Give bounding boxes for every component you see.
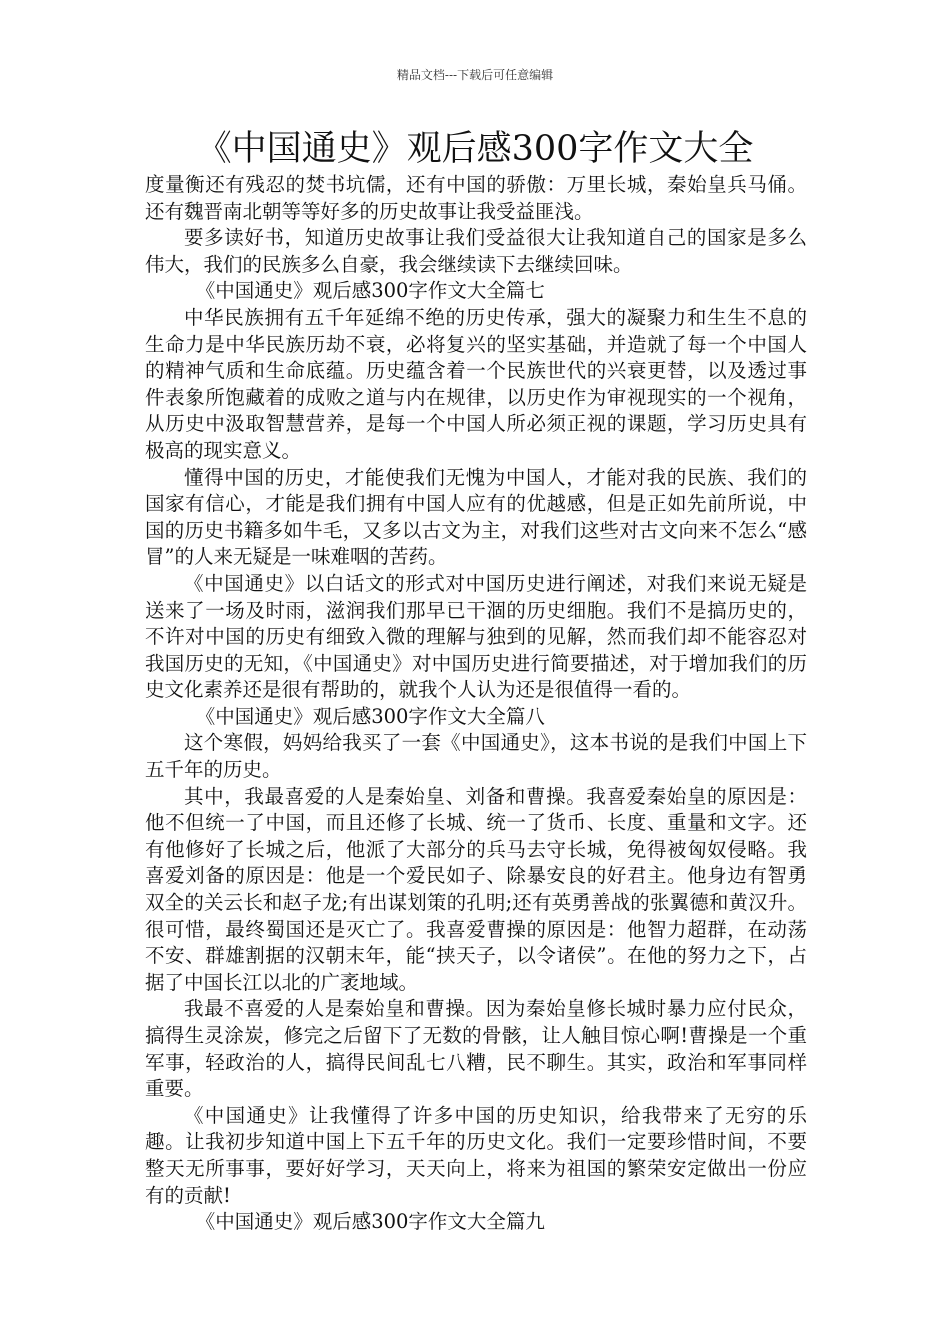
paragraph: 这个寒假，妈妈给我买了一套《中国通史》，这本书说的是我们中国上下五千年的历史。 bbox=[145, 731, 807, 782]
paragraph: 其中，我最喜爱的人是秦始皇、刘备和曹操。我喜爱秦始皇的原因是：他不但统一了中国，而且还修了长城、统一了货币、长度、重量和文字。还有他修好了长城之后，他派了大部分的兵马去守长城，免得被匈奴侵略。我喜爱刘备的原因是：他是一个爱民如子、除暴安良的好君主。他身边有智勇双全的关云长和赵子龙;有出谋划策的孔明;还有英勇善战的张翼德和黄汉升。很可惜，最终蜀国还是灭亡了。我喜爱曹操的原因是：他智力超群，在动荡不安、群雄割据的汉朝末年，能“挟天子，以令诸侯”。在他的努力之下，占据了中国长江以北的广袤地域。 bbox=[145, 784, 807, 994]
paragraph: 中华民族拥有五千年延绵不绝的历史传承，强大的凝聚力和生生不息的生命力是中华民族历劫不衰，必将复兴的坚实基础，并造就了每一个中国人的精神气质和生命底蕴。历史蕴含着一个民族世代的兴衰更替，以及透过事件表象所饱藏着的成败之道与内在规律，以历史作为审视现实的一个视角，从历史中汲取智慧营养，是每一个中国人所必须正视的课题，学习历史具有极高的现实意义。 bbox=[145, 305, 807, 462]
section-heading: 《中国通史》观后感300字作文大全篇七 bbox=[195, 279, 545, 303]
document-body bbox=[145, 172, 807, 1236]
section-heading: 《中国通史》观后感300字作文大全篇九 bbox=[195, 1210, 545, 1234]
section-heading: 《中国通史》观后感300字作文大全篇八 bbox=[195, 704, 545, 728]
paragraph: 《中国通史》以白话文的形式对中国历史进行阐述，对我们来说无疑是送来了一场及时雨，滋润我们那早已干涸的历史细胞。我们不是搞历史的，不许对中国的历史有细致入微的理解与独到的见解，然而我们却不能容忍对我国历史的无知，《中国通史》对中国历史进行简要描述，对于增加我们的历史文化素养还是很有帮助的，就我个人认为还是很值得一看的。 bbox=[145, 571, 807, 702]
page-header: 精品文档---下载后可任意编辑 bbox=[396, 68, 554, 82]
paragraph: 我最不喜爱的人是秦始皇和曹操。因为秦始皇修长城时暴力应付民众，搞得生灵涂炭，修完之后留下了无数的骨骸，让人触目惊心啊!曹操是一个重军事，轻政治的人，搞得民间乱七八糟，民不聊生。其实，政治和军事同样重要。 bbox=[145, 997, 807, 1101]
paragraph: 要多读好书，知道历史故事让我们受益很大让我知道自己的国家是多么伟大，我们的民族多么自豪，我会继续读下去继续回味。 bbox=[145, 226, 807, 276]
document-title: 《中国通史》观后感300字作文大全 bbox=[196, 129, 754, 169]
paragraph: 《中国通史》让我懂得了许多中国的历史知识，给我带来了无穷的乐趣。让我初步知道中国上下五千年的历史文化。我们一定要珍惜时间，不要整天无所事事，要好好学习，天天向上，将来为祖国的繁荣安定做出一份应有的贡献! bbox=[145, 1103, 807, 1207]
paragraph: 度量衡还有残忍的焚书坑儒，还有中国的骄傲：万里长城，秦始皇兵马俑。还有魏晋南北朝等等好多的历史故事让我受益匪浅。 bbox=[145, 173, 807, 223]
paragraph: 懂得中国的历史，才能使我们无愧为中国人，才能对我的民族、我们的国家有信心，才能是我们拥有中国人应有的优越感，但是正如先前所说，中国的历史书籍多如牛毛，又多以古文为主，对我们这些对古文向来不怎么“感冒”的人来无疑是一味难咽的苦药。 bbox=[145, 465, 807, 569]
